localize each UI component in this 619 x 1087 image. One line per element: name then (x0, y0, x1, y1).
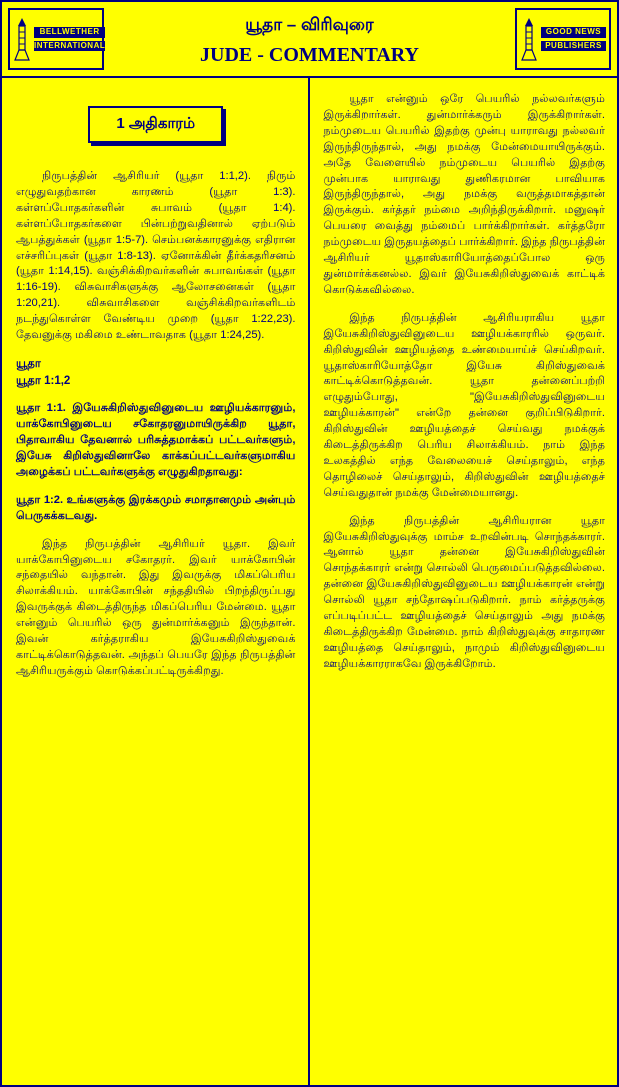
logo-line-1: BELLWETHER (34, 27, 105, 38)
header-titles (110, 2, 509, 76)
outline-paragraph: நிருபத்தின் ஆசிரியர் (யூதா 1:1,2). நிரும் எழுதுவதற்கான காரணம் (யூதா 1:3). கள்ளப்போதகர்களின் சுபாவம் (யூதா 1:4). கள்ளப்போதகர்களை பின்பற்றுவதினால் ஏற்படும் ஆபத்துக்கள் (யூதா 1:5-7). செம்பனக்காரனுக்கு எதிரான எச்சரிப்புகள் (யூதா 1:8-13). ஏனோக்கின் தீர்க்கதரிசனம் (யூதா 1:14,15). வஞ்சிக்கிறவர்களின் சுபாவங்கள் (யூதா 1:16-19). விசுவாசிகளுக்கு ஆலோசனைகள் (யூதா 1:20,21). விசுவாசிகளை வஞ்சிக்கிறவர்களிடம் நடந்துகொள்ள வேண்டிய முறை (யூதா 1:22,23). தேவனுக்கு மகிமை உண்டாவதாக (யூதா 1:24,25). (16, 170, 296, 342)
commentary-paragraph-2: யூதா என்னும் ஒரே பெயரில் நல்லவர்களும் இருக்கிறார்கள். துன்மார்க்கரும் இருக்கிறார்கள். நம்முடைய பெயரில் இதற்கு முன்பு யாராவது நல்லவர் இருந்திருந்தால், அது நமக்கு மேன்மையாயிருக்கும். அதே வேளையில் நம்முடைய பெயரில் இதற்கு முன்பாக யாராவது துணிகரமான பாவியாக இருந்திருந்தால், அது நமக்கு வருத்தமாகத்தான் இருக்கும். கர்த்தர் நம்மை அறிந்திருக்கிறார். மனுஷர் பெயரை வைத்து நம்மைப் பார்க்கிறார்கள். கர்த்தரோ நம்முடைய இருதயத்தைப் பார்க்கிறார். இந்த நிருபத்தின் ஆசிரியர் யூதாஸ்காரியோத்தைப்போல ஒரு துன்மார்க்கனல்ல. இவர் இயேசுகிறிஸ்துவைக் காட்டிக் கொடுக்கவில்லை. (323, 93, 605, 296)
right-column (310, 78, 618, 1085)
logo-line-2: INTERNATIONAL (34, 40, 106, 50)
logo-line-1: GOOD NEWS (541, 27, 606, 38)
page-header (2, 2, 617, 78)
tower-icon-svg (13, 16, 31, 62)
left-column (2, 78, 310, 1085)
good-news-publishers-logo (515, 8, 611, 70)
commentary-paragraph-3: இந்த நிருபத்தின் ஆசிரியராகிய யூதா இயேசுகிறிஸ்துவினுடைய ஊழியக்காரரில் ஒருவர். கிறிஸ்துவின் ஊழியத்தை உண்மையாய்ச் செய்கிறவர். யூதாஸ்காரியோத்தோ இயேசு கிறிஸ்துவைக் காட்டிக்கொடுத்தவன். யூதா தன்னைப்பற்றி எழுதும்போது, "இயேசுகிறிஸ்துவினுடைய ஊழியக்காரன்" என்றே தன்னை குறிப்பிடுகிறார். கிறிஸ்துவின் ஊழியத்தைச் செய்வது நமக்குக் கிடைத்திருக்கிற பெரிய சிலாக்கியம். நாம் இந்த உலகத்தில் எந்த வேலையைச் செய்தாலும், எந்த தொழிலைச் செய்தாலும், கிறிஸ்துவின் ஊழியத்தைச் செய்வதுதான் நமக்கு மேன்மையானது. (323, 311, 605, 499)
chapter-badge: 1 அதிகாரம் (88, 106, 223, 143)
logo-line-2: PUBLISHERS (541, 41, 606, 52)
chapter-badge-wrap (16, 106, 296, 143)
tower-icon (13, 16, 31, 62)
page-body (2, 78, 617, 1085)
verse-1-1: யூதா 1:1. இயேசுகிறிஸ்துவினுடைய ஊழியக்காரனும், யாக்கோபினுடைய சகோதரனுமாயிருக்கிற யூதா, பிதாவாகிய தேவனால் பரிசுத்தமாக்கப் பட்டவர்களும், இயேசு கிறிஸ்துவினாலே காக்கப்பட்டவர்களுமாகிய அழைக்கப் பட்டவர்களுக்கு எழுதுகிறதாவது: (16, 402, 296, 478)
commentary-paragraph-1: இந்த நிருபத்தின் ஆசிரியர் யூதா. இவர் யாக்கோபினுடைய சகோதரர். இவர் யாக்கோபின் சந்தையில் வந்தான். இது இவருக்கு மிகப்பெரிய சிலாக்கியம். யாக்கோபின் சந்ததியில் பிறந்திருப்பது இவருக்குக் கிடைத்திருந்த மிகப்பெரிய மேன்மை. யூதா என்னும் பெயரில் ஒரு துன்மார்க்கனும் இருந்தான். இவன் கர்த்தராகிய இயேசுகிறிஸ்துவைக் காட்டிக்கொடுத்தவன். அந்தப் பெயரே இந்த நிருபத்தின் ஆசிரியருக்கும் கொடுக்கப்பட்டிருக்கிறது. (16, 537, 296, 677)
reference-heading-book: யூதா (16, 357, 41, 370)
bellwether-international-logo (8, 8, 104, 70)
lighthouse-icon (520, 16, 538, 62)
reference-heading (16, 356, 296, 389)
commentary-paragraph-4: இந்த நிருபத்தின் ஆசிரியரான யூதா இயேசுகிறிஸ்துவுக்கு மாம்ச உறவின்படி சொந்தக்காரர். ஆனால் யூதா தன்னை இயேசுகிறிஸ்துவின் சொந்தக்காரர் என்று சொல்லி பெருமைப்படுத்தவில்லை. தன்னை இயேசுகிறிஸ்துவினுடைய ஊழியக்காரன் என்று சொல்லி யூதா சந்தோஷப்படுகிறார். நாம் கர்த்தருக்கு எப்படிப்பட்ட ஊழியத்தைச் செய்தாலும் அது நமக்கு கிடைத்திருக்கிற மேன்மை. நாம் கிறிஸ்துவுக்கு சாதாரண ஊழியத்தை செய்தாலும், நாமும் கிறிஸ்துவினுடைய ஊழியக்காரராகவே இருக்கிறோம். (323, 514, 605, 670)
lighthouse-icon-svg (520, 16, 538, 62)
verse-1-2: யூதா 1:2. உங்களுக்கு இரக்கமும் சமாதானமும் அன்பும் பெருகக்கடவது. (16, 493, 296, 522)
page-title-english: JUDE - COMMENTARY (200, 43, 419, 66)
reference-heading-verse: யூதா 1:1,2 (16, 374, 71, 387)
page-title-tamil: யூதா – விரிவுரை (245, 15, 374, 35)
